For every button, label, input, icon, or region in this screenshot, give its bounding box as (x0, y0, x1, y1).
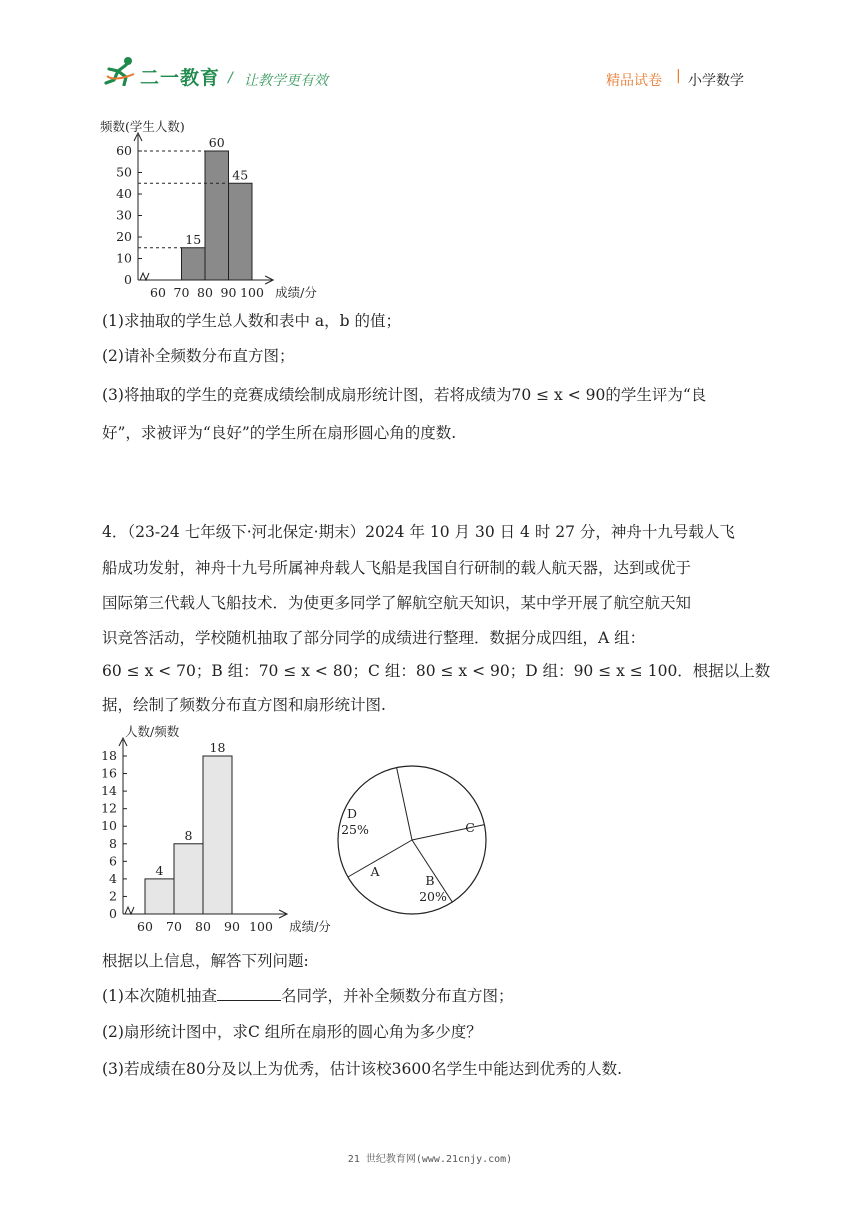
y-tick-label: 60 (116, 143, 132, 158)
y-tick-label: 8 (109, 835, 117, 851)
q4-text-line4: 识竞答活动，学校随机抽取了部分同学的成绩进行整理．数据分成四组，A 组： (102, 629, 646, 647)
q3-part3-line2: 好”，求被评为“良好”的学生所在扇形圆心角的度数. (102, 424, 457, 442)
y-tick-label: 10 (116, 250, 132, 266)
x-axis-label: 成绩/分 (289, 919, 331, 934)
y-tick-label: 0 (124, 272, 132, 287)
q4-text-line5: 60 ≤ x < 70；B 组：70 ≤ x < 80；C 组：80 ≤ x < 90；D 组：90 ≤ x ≤ 100．根据以上数 (102, 662, 771, 680)
y-tick-label: 40 (116, 186, 132, 201)
q4-part1-suffix: 名同学，并补全频数分布直方图； (280, 987, 514, 1005)
y-tick-label: 30 (116, 207, 132, 223)
x-tick-label: 100 (240, 285, 264, 300)
slogan-separator: / (228, 70, 233, 86)
histogram-bar (174, 844, 203, 914)
bar-value-label: 4 (155, 862, 164, 878)
x-tick-label: 60 (137, 919, 153, 934)
q4-part1-prefix: (1)本次随机抽查 (102, 987, 217, 1005)
x-tick-label: 70 (173, 285, 190, 300)
x-tick-label: 80 (195, 919, 211, 934)
x-tick-label: 80 (197, 285, 213, 300)
header-separator: | (676, 68, 681, 84)
y-tick-label: 4 (109, 870, 117, 886)
y-tick-label: 6 (109, 853, 117, 869)
bar-value-label: 18 (209, 740, 226, 755)
pie-slice-label: D (346, 806, 358, 821)
pie-slice-label: B (425, 873, 435, 888)
q4-part1 (102, 985, 513, 1007)
y-axis-label: 人数/频数 (125, 724, 180, 739)
y-tick-label: 16 (101, 765, 117, 781)
y-tick-label: 12 (101, 800, 117, 816)
histogram-bar (203, 756, 232, 914)
y-tick-label: 2 (109, 888, 117, 904)
header-label-subject: 小学数学 (688, 73, 744, 89)
header (0, 0, 860, 100)
histogram-bar (229, 183, 253, 280)
histogram-bar (182, 248, 206, 280)
histogram-chart-2 (95, 720, 345, 940)
x-axis-label: 成绩/分 (275, 285, 317, 300)
histogram-bar (205, 151, 229, 280)
histogram-bar (145, 879, 174, 914)
q3-part2: (2)请补全频数分布直方图； (102, 347, 295, 365)
y-tick-label: 50 (116, 164, 132, 180)
y-axis-label: 频数(学生人数) (100, 119, 185, 134)
logo-text: 二一教育 (140, 67, 221, 89)
x-tick-label: 90 (224, 919, 240, 934)
histogram-chart-1 (95, 95, 365, 310)
q4-part2: (2)扇形统计图中，求C 组所在扇形的圆心角为多少度？ (102, 1023, 482, 1041)
bar-value-label: 15 (185, 231, 202, 247)
x-tick-label: 100 (249, 919, 273, 934)
y-tick-label: 0 (109, 906, 117, 921)
pie-slice-percent: 25% (341, 822, 369, 837)
q4-text-line2: 船成功发射，神舟十九号所属神舟载人飞船是我国自行研制的载人航天器，达到或优于 (102, 559, 692, 577)
y-tick-label: 18 (101, 748, 117, 763)
x-tick-label: 70 (166, 919, 182, 934)
q4-text-line1: 4．（23-24 七年级下·河北保定·期末）2024 年 10 月 30 日 4 时 27 分，神舟十九号载人飞 (102, 523, 735, 541)
x-tick-label: 60 (150, 285, 166, 300)
x-tick-label: 90 (220, 285, 237, 300)
pie-slice-label: A (370, 864, 380, 879)
q3-part3-line1: (3)将抽取的学生的竞赛成绩绘制成扇形统计图，若将成绩为70 ≤ x < 90的学生评为“良 (102, 386, 707, 404)
q4-text-line3: 国际第三代载人飞船技术．为使更多同学了解航空航天知识，某中学开展了航空航天知 (102, 594, 692, 612)
bar-value-label: 45 (232, 167, 249, 183)
footer: 21 世纪教育网(www.21cnjy.com) (347, 1154, 513, 1165)
y-tick-label: 10 (101, 818, 117, 834)
axis-break-icon (125, 907, 134, 914)
logo-runner-icon (104, 56, 138, 86)
header-slogan: 让教学更有效 (244, 73, 328, 89)
bar-value-label: 60 (208, 135, 225, 150)
y-tick-label: 20 (116, 229, 132, 244)
axis-break-icon (140, 273, 149, 280)
pie-slice-percent: 20% (419, 889, 447, 904)
q4-intro: 根据以上信息，解答下列问题: (102, 952, 309, 970)
q4-text-line6: 据，绘制了频数分布直方图和扇形统计图. (102, 696, 386, 714)
answer-blank[interactable] (217, 986, 281, 1001)
pie-slice-label: C (465, 820, 475, 835)
header-label-premium: 精品试卷 (606, 73, 662, 89)
pie-chart (330, 760, 495, 920)
bar-value-label: 8 (184, 827, 193, 843)
q4-part3: (3)若成绩在80分及以上为优秀，估计该校3600名学生中能达到优秀的人数. (102, 1060, 623, 1078)
q3-part1: (1)求抽取的学生总人数和表中 a，b 的值； (102, 312, 401, 330)
y-tick-label: 14 (101, 783, 117, 799)
